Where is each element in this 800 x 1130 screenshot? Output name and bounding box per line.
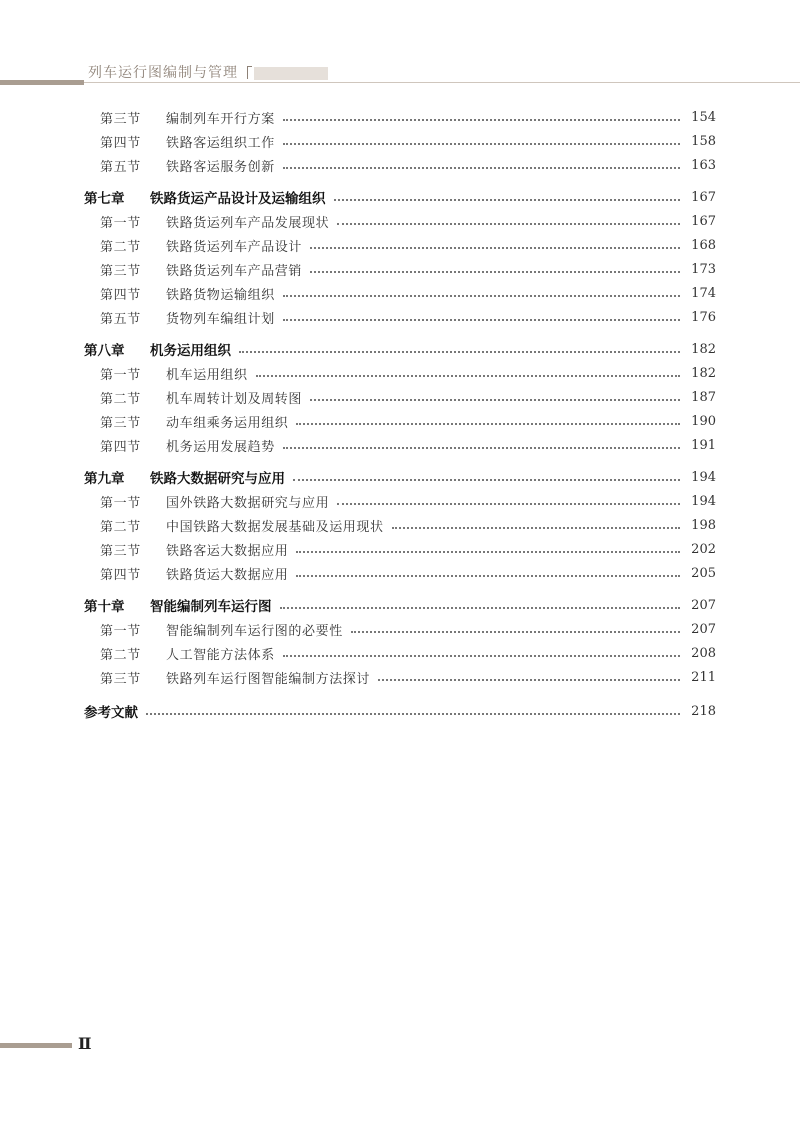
leader-dots: [337, 223, 680, 225]
header-rule-line: [84, 82, 800, 83]
leader-dots: [296, 551, 680, 553]
leader-dots: [283, 167, 680, 169]
page-ref: 187: [691, 389, 716, 405]
leader-dots: [378, 679, 680, 681]
chapter-number: 第八章: [84, 343, 125, 359]
section-number: 第二节: [100, 239, 141, 255]
leader-dots: [146, 713, 680, 715]
page-ref: 154: [691, 109, 716, 125]
section-number: 第五节: [100, 159, 141, 175]
page-ref: 191: [691, 437, 716, 453]
leader-dots: [283, 319, 680, 321]
leader-dots: [283, 143, 680, 145]
toc-section-entry[interactable]: [100, 538, 716, 560]
running-header-title: 列车运行图编制与管理: [88, 65, 238, 81]
chapter-title: 机务运用组织: [150, 343, 231, 359]
toc-chapter-entry[interactable]: [84, 338, 716, 360]
toc-section-entry[interactable]: [100, 514, 716, 536]
leader-dots: [310, 399, 680, 401]
leader-dots: [351, 631, 680, 633]
footer-rule-accent: [0, 1043, 72, 1048]
leader-dots: [283, 655, 680, 657]
page-ref: 205: [691, 565, 716, 581]
page-ref: 168: [691, 237, 716, 253]
page-ref: 207: [691, 621, 716, 637]
toc-chapter-entry[interactable]: [84, 186, 716, 208]
page-ref: 173: [691, 261, 716, 277]
leader-dots: [296, 423, 680, 425]
page-ref: 167: [691, 213, 716, 229]
section-number: 第三节: [100, 263, 141, 279]
section-number: 第一节: [100, 495, 141, 511]
section-title: 机务运用发展趋势: [166, 439, 275, 455]
section-title: 智能编制列车运行图的必要性: [166, 623, 343, 639]
header-corner-mark: [247, 66, 252, 79]
section-number: 第四节: [100, 135, 141, 151]
toc-chapter-entry[interactable]: [84, 700, 716, 722]
toc-section-entry[interactable]: [100, 210, 716, 232]
section-number: 第三节: [100, 111, 141, 127]
section-title: 铁路货运列车产品设计: [166, 239, 303, 255]
page-ref: 218: [691, 703, 716, 719]
section-number: 第一节: [100, 215, 141, 231]
leader-dots: [283, 447, 680, 449]
chapter-title: 铁路大数据研究与应用: [150, 471, 285, 487]
section-number: 第三节: [100, 543, 141, 559]
chapter-title: 智能编制列车运行图: [150, 599, 272, 615]
page-ref: 211: [691, 669, 716, 685]
section-number: 第三节: [100, 671, 141, 687]
leader-dots: [310, 247, 680, 249]
page-ref: 163: [691, 157, 716, 173]
leader-dots: [280, 607, 681, 609]
section-number: 第四节: [100, 439, 141, 455]
section-title: 货物列车编组计划: [166, 311, 275, 327]
section-title: 铁路货物运输组织: [166, 287, 275, 303]
toc-section-entry[interactable]: [100, 666, 716, 688]
page-ref: 202: [691, 541, 716, 557]
section-title: 机车周转计划及周转图: [166, 391, 303, 407]
toc-section-entry[interactable]: [100, 282, 716, 304]
toc-section-entry[interactable]: [100, 106, 716, 128]
page-ref: 158: [691, 133, 716, 149]
toc-section-entry[interactable]: [100, 618, 716, 640]
section-title: 编制列车开行方案: [166, 111, 275, 127]
section-number: 第一节: [100, 623, 141, 639]
section-number: 第一节: [100, 367, 141, 383]
page-ref: 198: [691, 517, 716, 533]
header-decorative-box: [254, 67, 328, 80]
section-title: 机车运用组织: [166, 367, 248, 383]
leader-dots: [293, 479, 680, 481]
toc-section-entry[interactable]: [100, 362, 716, 384]
header-rule-accent: [0, 80, 84, 85]
chapter-number: 第九章: [84, 471, 125, 487]
section-number: 第五节: [100, 311, 141, 327]
toc-section-entry[interactable]: [100, 410, 716, 432]
section-title: 铁路客运服务创新: [166, 159, 275, 175]
leader-dots: [283, 119, 680, 121]
section-title: 铁路客运大数据应用: [166, 543, 289, 559]
section-title: 铁路货运大数据应用: [166, 567, 289, 583]
section-title: 铁路货运列车产品营销: [166, 263, 303, 279]
page-ref: 176: [691, 309, 716, 325]
leader-dots: [256, 375, 680, 377]
section-number: 第二节: [100, 391, 141, 407]
toc-chapter-entry[interactable]: [84, 594, 716, 616]
page-ref: 174: [691, 285, 716, 301]
toc-section-entry[interactable]: [100, 562, 716, 584]
section-title: 铁路列车运行图智能编制方法探讨: [166, 671, 371, 687]
toc-section-entry[interactable]: [100, 154, 716, 176]
page-ref: 167: [691, 189, 716, 205]
leader-dots: [310, 271, 680, 273]
leader-dots: [283, 295, 680, 297]
toc-section-entry[interactable]: [100, 130, 716, 152]
leader-dots: [239, 351, 680, 353]
section-title: 铁路客运组织工作: [166, 135, 275, 151]
section-number: 第二节: [100, 647, 141, 663]
page-number: Ⅱ: [78, 1034, 92, 1053]
page-ref: 194: [691, 493, 716, 509]
section-title: 动车组乘务运用组织: [166, 415, 289, 431]
chapter-title: 铁路货运产品设计及运输组织: [150, 191, 326, 207]
section-number: 第二节: [100, 519, 141, 535]
toc-section-entry[interactable]: [100, 434, 716, 456]
section-title: 人工智能方法体系: [166, 647, 275, 663]
section-number: 第三节: [100, 415, 141, 431]
leader-dots: [337, 503, 680, 505]
section-number: 第四节: [100, 567, 141, 583]
toc-section-entry[interactable]: [100, 234, 716, 256]
toc-section-entry[interactable]: [100, 258, 716, 280]
page-ref: 182: [691, 341, 716, 357]
toc-section-entry[interactable]: [100, 490, 716, 512]
page-ref: 207: [691, 597, 716, 613]
chapter-number: 第七章: [84, 191, 125, 207]
page-ref: 194: [691, 469, 716, 485]
section-title: 铁路货运列车产品发展现状: [166, 215, 330, 231]
section-number: 第四节: [100, 287, 141, 303]
page-ref: 190: [691, 413, 716, 429]
page-ref: 182: [691, 365, 716, 381]
section-title: 国外铁路大数据研究与应用: [166, 495, 330, 511]
section-title: 中国铁路大数据发展基础及运用现状: [166, 519, 384, 535]
toc-section-entry[interactable]: [100, 386, 716, 408]
chapter-title: 参考文献: [84, 705, 138, 721]
toc-section-entry[interactable]: [100, 306, 716, 328]
toc-section-entry[interactable]: [100, 642, 716, 664]
page-ref: 208: [691, 645, 716, 661]
leader-dots: [334, 199, 681, 201]
leader-dots: [296, 575, 680, 577]
chapter-number: 第十章: [84, 599, 125, 615]
leader-dots: [392, 527, 680, 529]
toc-chapter-entry[interactable]: [84, 466, 716, 488]
